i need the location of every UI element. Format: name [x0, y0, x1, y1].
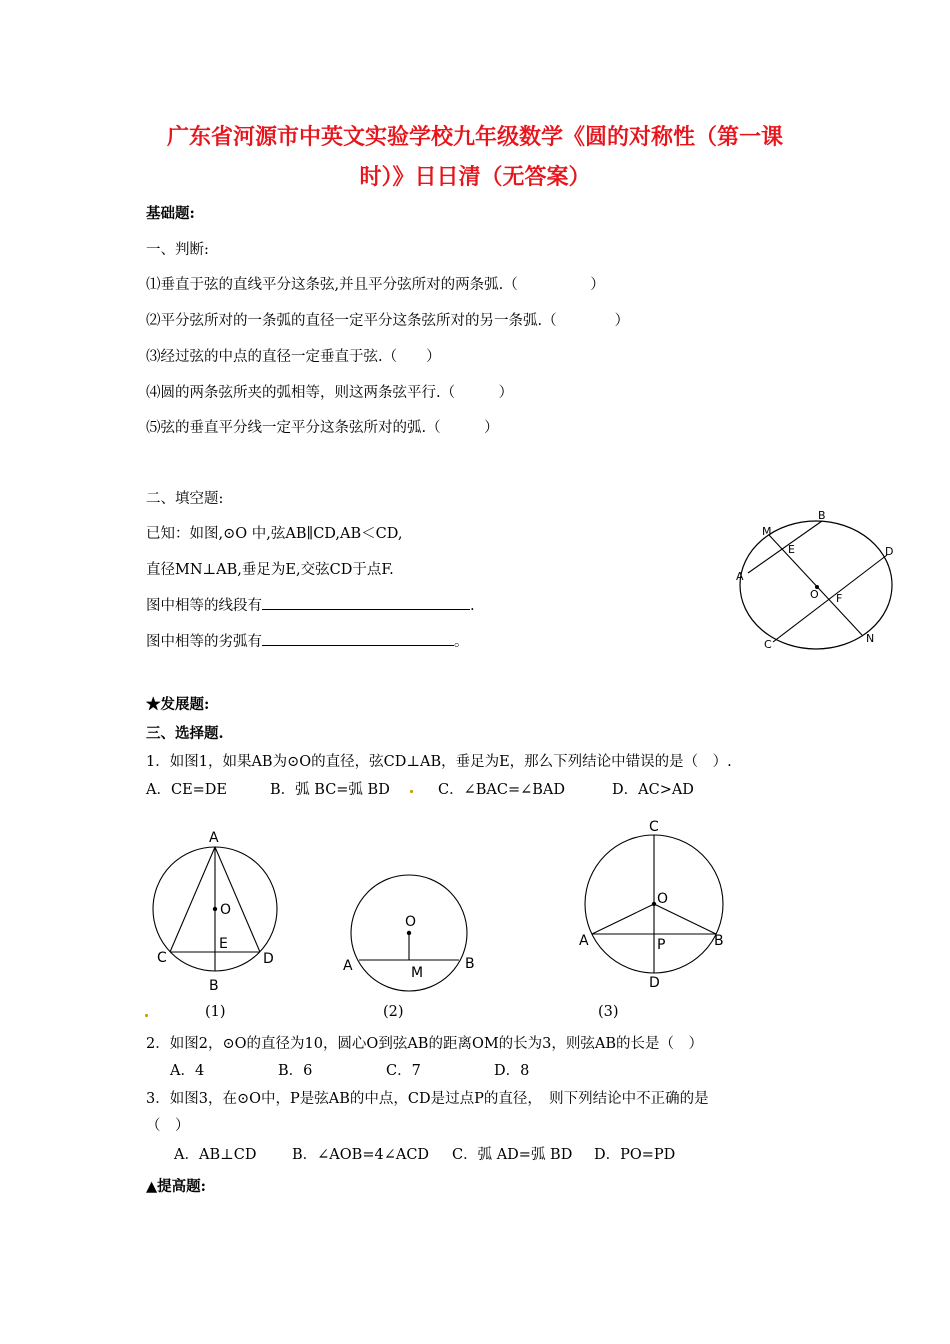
label-b: B [818, 509, 826, 522]
fig2-label-b: B [465, 956, 475, 972]
fill-line-3 [146, 594, 475, 615]
fig1-label-o: O [220, 902, 232, 918]
fill-line-1: 已知：如图,⊙O 中,弦AB∥CD,AB＜CD, [146, 526, 403, 542]
chord-cd [773, 555, 887, 642]
label-a: A [736, 570, 744, 583]
develop-heading: ★发展题: [146, 696, 210, 713]
choice-heading: 三、选择题. [146, 725, 224, 742]
fig1-label-b: B [209, 978, 219, 994]
judge-item-2: ⑵平分弦所对的一条弧的直径一定平分这条弦所对的另一条弧.（ ） [146, 313, 630, 329]
basic-heading: 基础题: [146, 205, 195, 222]
question-2: 2．如图2，⊙O的直径为10，圆心O到弦AB的距离OM的长为3，则弦AB的长是（ ） [146, 1036, 704, 1052]
question-2-option-b: B．6 [278, 1063, 313, 1079]
fig3-label-a: A [579, 933, 589, 949]
question-2-option-a: A．4 [170, 1063, 205, 1079]
title-line-1: 广东省河源市中英文实验学校九年级数学《圆的对称性（第一课 [166, 124, 783, 150]
figure-3-caption: (3) [598, 1004, 619, 1020]
fig1-center-dot [213, 907, 217, 911]
figure-3 [575, 815, 735, 995]
fig1-label-d: D [263, 951, 274, 967]
fig1-label-c: C [157, 950, 167, 966]
question-1: 1．如图1，如果AB为⊙O的直径，弦CD⊥AB，垂足为E，那么下列结论中错误的是（ ）. [146, 754, 732, 770]
judge-item-4: ⑷圆的两条弦所夹的弧相等，则这两条弦平行.（ ） [146, 385, 514, 401]
fig2-label-a: A [343, 958, 353, 974]
label-f: F [836, 592, 843, 605]
answer-blank-segments[interactable] [262, 595, 470, 610]
fig3-center-dot [652, 902, 656, 906]
question-1-option-d: D．AC>AD [612, 782, 694, 798]
question-3-option-a: A．AB⊥CD [174, 1147, 257, 1163]
question-3-option-c: C．弧 AD=弧 BD [452, 1147, 573, 1163]
fill-line-4 [146, 630, 469, 651]
judge-item-3: ⑶经过弦的中点的直径一定垂直于弦.（ ） [146, 349, 441, 365]
fig3-label-p: P [657, 937, 666, 953]
fill-line-3-prefix: 图中相等的线段有 [146, 598, 262, 614]
fig1-label-e: E [219, 936, 228, 952]
label-c: C [764, 638, 772, 651]
fig3-label-c: C [649, 819, 659, 835]
label-o: O [810, 588, 819, 601]
fig3-radius-ob [654, 904, 716, 934]
judge-heading: 一、判断: [146, 242, 209, 258]
answer-blank-arcs[interactable] [262, 631, 454, 646]
label-n: N [866, 632, 875, 645]
circle-figure-top [730, 505, 900, 655]
question-1-option-b: B．弧 BC=弧 BD [270, 782, 390, 798]
title-line-2: 时）》日日清（无答案） [359, 164, 591, 190]
fig3-label-o: O [657, 891, 669, 907]
improve-heading: ▲提高题: [146, 1178, 207, 1195]
fig3-radius-oa [592, 904, 654, 934]
fill-heading: 二、填空题: [146, 491, 224, 507]
question-3-line-2: （ ） [146, 1118, 190, 1134]
label-m: M [762, 525, 772, 538]
question-3-option-b: B．∠AOB=4∠ACD [292, 1147, 430, 1163]
label-e: E [788, 543, 795, 556]
fig1-line-ac [170, 847, 215, 952]
fill-line-3-suffix: . [470, 598, 475, 614]
fill-line-2: 直径MN⊥AB,垂足为E,交弦CD于点F. [146, 562, 394, 578]
question-3-option-d: D．PO=PD [594, 1147, 676, 1163]
question-2-option-c: C．7 [386, 1063, 421, 1079]
label-d: D [885, 545, 894, 558]
judge-item-1: ⑴垂直于弦的直线平分这条弦,并且平分弦所对的两条弧.（ ） [146, 277, 605, 293]
speck-mark [145, 1014, 148, 1017]
figure-1 [145, 822, 290, 997]
fig2-label-o: O [405, 914, 417, 930]
judge-item-5: ⑸弦的垂直平分线一定平分这条弦所对的弧.（ ） [146, 420, 499, 436]
fig1-label-a: A [209, 830, 219, 846]
fig2-label-m: M [411, 965, 424, 981]
fig2-center-dot [407, 931, 411, 935]
question-2-option-d: D．8 [494, 1063, 530, 1079]
question-3-line-1: 3．如图3，在⊙O中，P是弦AB的中点，CD是过点P的直径， 则下列结论中不正确的是 [146, 1091, 709, 1107]
figure-1-caption: (1) [205, 1004, 226, 1020]
fill-line-4-prefix: 图中相等的劣弧有 [146, 634, 262, 650]
question-1-option-c: C．∠BAC=∠BAD [438, 782, 566, 798]
question-1-option-a: A．CE=DE [146, 782, 228, 798]
fill-line-4-suffix: 。 [454, 634, 469, 650]
fig3-label-b: B [714, 933, 724, 949]
chord-ab [748, 521, 822, 573]
figure-2-caption: (2) [383, 1004, 404, 1020]
fig3-label-d: D [649, 975, 660, 991]
figure-2 [340, 870, 480, 995]
speck-mark [410, 790, 413, 793]
